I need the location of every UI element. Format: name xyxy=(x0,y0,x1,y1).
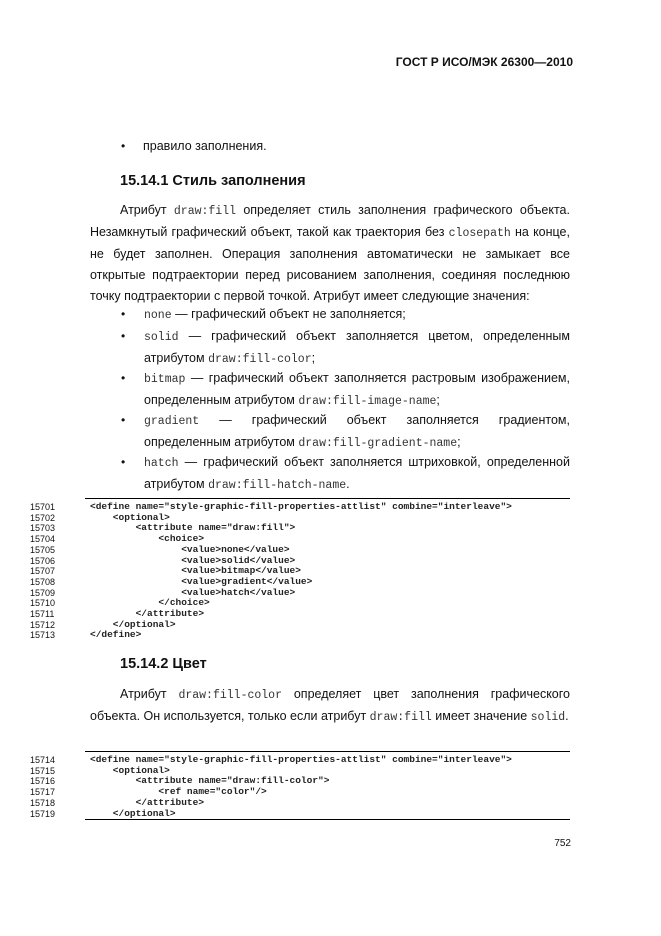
code-line: </attribute> xyxy=(90,608,205,619)
code-line: <optional> xyxy=(90,511,170,523)
code-line-number: 15702 xyxy=(30,512,56,523)
code-block-bottom-rule xyxy=(85,819,570,820)
paragraph-text: имеет значение xyxy=(435,709,528,723)
code-line-number: 15706 xyxy=(30,555,56,566)
code-line-number: 15715 xyxy=(30,765,56,776)
code-line-number: 15705 xyxy=(30,544,56,555)
inline-code: draw:fill-color xyxy=(178,689,282,702)
code-line-number: 15719 xyxy=(30,808,56,819)
code-line: </define> xyxy=(90,629,142,641)
code-line: <ref name="color"/> xyxy=(90,786,267,798)
code-line: <choice> xyxy=(90,533,205,545)
item-text: — графический объект заполняется цветом, определенным атрибутом xyxy=(144,329,570,365)
code-line-number: 15716 xyxy=(30,776,56,787)
inline-code: draw:fill xyxy=(369,711,432,724)
code-line: </optional> xyxy=(90,618,176,630)
paragraph-text: Атрибут xyxy=(120,687,167,701)
list-item-gradient xyxy=(144,410,570,454)
document-header: ГОСТ Р ИСО/МЭК 26300—2010 xyxy=(395,55,573,69)
code-line: </optional> xyxy=(90,807,176,819)
inline-code: gradient xyxy=(144,415,200,428)
inline-code: closepath xyxy=(448,227,511,240)
code-line: </choice> xyxy=(90,597,210,609)
item-tail: . xyxy=(346,477,350,491)
inline-code: draw:fill-color xyxy=(208,353,312,366)
inline-code: draw:fill xyxy=(173,205,237,218)
paragraph-text: определяет цвет заполнения графического объекта. Он используется, только если атрибут xyxy=(90,687,570,723)
code-line: <value>hatch</value> xyxy=(90,586,296,598)
intro-bullet-text: правило заполнения. xyxy=(143,139,267,153)
inline-code: solid xyxy=(530,711,566,724)
bullet-marker: • xyxy=(121,139,126,153)
bullet-marker: • xyxy=(121,413,126,427)
code-line-number: 15713 xyxy=(30,630,56,641)
section-heading-fill-style: 15.14.1 Стиль заполнения xyxy=(120,173,306,189)
code-line-number: 15704 xyxy=(30,534,56,545)
code-line: <value>bitmap</value> xyxy=(90,565,301,577)
item-text: — графический объект заполняется штриховкой, определенной атрибутом xyxy=(144,455,570,491)
inline-code: hatch xyxy=(144,457,179,470)
page-number: 752 xyxy=(554,838,571,849)
code-line-number: 15714 xyxy=(30,755,56,765)
inline-code: solid xyxy=(144,331,179,344)
bullet-marker: • xyxy=(121,307,126,321)
code-line-number: 15701 xyxy=(30,502,56,512)
code-line: <value>solid</value> xyxy=(90,554,296,566)
code-line: <attribute name="draw:fill"> xyxy=(90,522,296,534)
paragraph-text: . xyxy=(565,709,569,723)
list-item-none xyxy=(144,304,570,326)
paragraph-text: на конце, не будет заполнен. Операция заполнения автоматически не замыкает все открытые подтраектории перед рисованием заполнения, соединяя последнюю точку подтраектории с первой точкой. Атрибут имеет следующие значения: xyxy=(90,225,570,303)
code-line-number: 15711 xyxy=(30,609,55,619)
code-line: <define name="style-graphic-fill-properties-attlist" combine="interleave"> xyxy=(90,501,512,512)
bullet-marker: • xyxy=(121,329,126,343)
list-item-bitmap xyxy=(144,368,570,412)
list-item-solid xyxy=(144,326,570,370)
item-tail: ; xyxy=(436,393,440,407)
item-text: — графический объект заполняется растровым изображением, определенным атрибутом xyxy=(144,371,570,407)
paragraph-text: Атрибут xyxy=(120,203,167,217)
inline-code: bitmap xyxy=(144,373,186,386)
inline-code: none xyxy=(144,309,172,322)
code-line: <attribute name="draw:fill-color"> xyxy=(90,775,330,787)
item-text: — графический объект заполняется градиентом, определенным атрибутом xyxy=(144,413,571,449)
code-line-number: 15712 xyxy=(30,619,56,630)
section-heading-color: 15.14.2 Цвет xyxy=(120,656,207,672)
paragraph-text: определяет стиль заполнения графического объекта. Незамкнутый графический объект, такой как траектория без xyxy=(90,203,570,239)
code-line-number: 15703 xyxy=(30,523,56,534)
inline-code: draw:fill-image-name xyxy=(298,395,437,408)
bullet-marker: • xyxy=(121,371,126,385)
list-item-hatch xyxy=(144,452,570,496)
color-paragraph xyxy=(90,684,570,728)
code-block-top-rule xyxy=(85,751,570,752)
code-line-number: 15718 xyxy=(30,797,56,808)
code-line: <define name="style-graphic-fill-properties-attlist" combine="interleave"> xyxy=(90,754,512,765)
item-text: — графический объект не заполняется; xyxy=(175,307,406,321)
code-line: <optional> xyxy=(90,764,170,776)
code-line-number: 15707 xyxy=(30,566,56,577)
item-tail: ; xyxy=(457,435,461,449)
code-line: <value>gradient</value> xyxy=(90,575,313,587)
inline-code: draw:fill-gradient-name xyxy=(298,437,458,450)
inline-code: draw:fill-hatch-name xyxy=(208,479,347,492)
code-line-number: 15708 xyxy=(30,576,56,587)
code-line: <value>none</value> xyxy=(90,543,290,555)
code-line-number: 15717 xyxy=(30,787,56,798)
fill-style-paragraph xyxy=(90,200,570,307)
bullet-marker: • xyxy=(121,455,126,469)
item-tail: ; xyxy=(311,351,316,365)
code-line: </attribute> xyxy=(90,796,205,808)
code-block-top-rule xyxy=(85,498,570,499)
code-line-number: 15710 xyxy=(30,598,56,609)
code-line-number: 15709 xyxy=(30,587,56,598)
